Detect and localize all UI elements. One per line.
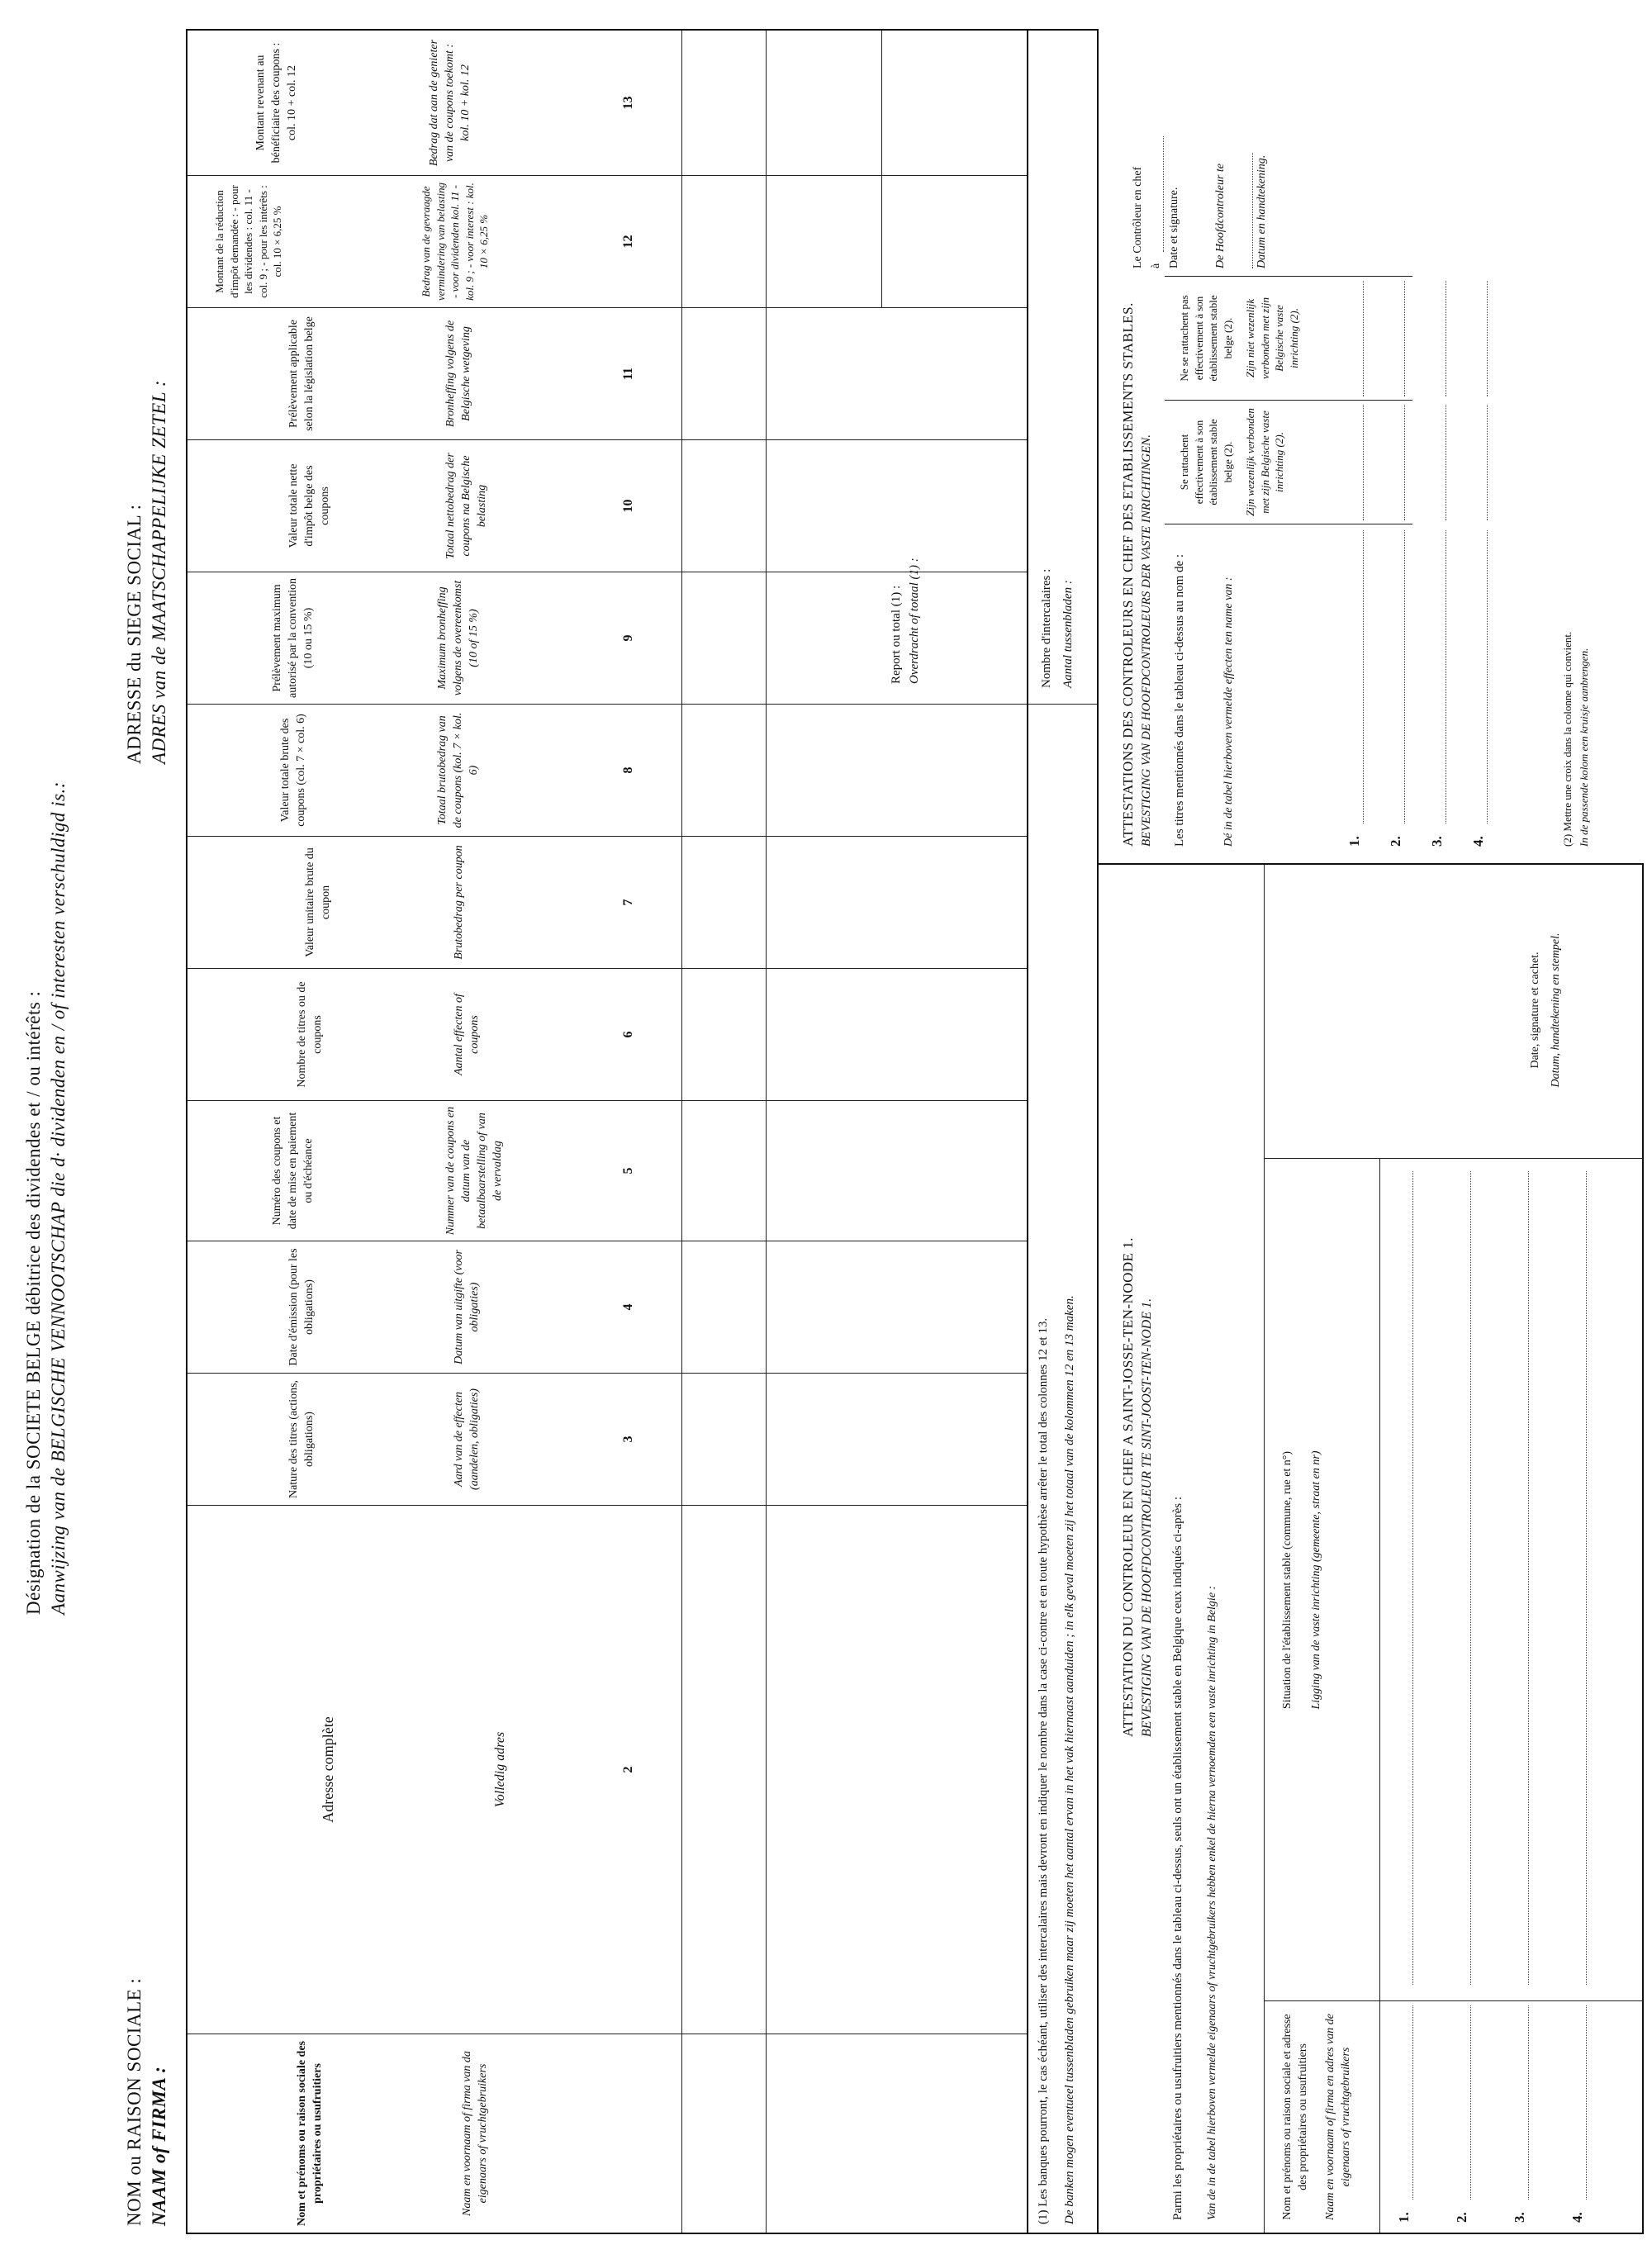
- attestation-chefs-box: [1099, 29, 1644, 863]
- sjtn-sign-fr: Date, signature et cachet.: [1529, 952, 1541, 1069]
- col-2-header-nl: Volledig adres: [493, 1731, 507, 1808]
- col-2-number: 2: [621, 1766, 635, 1773]
- col-12-header-fr: Montant de la réduction d'impôt demandée : - pour les dividendes : col. 11 - col. 9 ; - pour les intérêts : col. 10 × 6,25 %: [213, 185, 284, 298]
- nom-label: NOM ou RAISON SOCIALE :: [124, 1977, 145, 2226]
- column-2: [188, 1506, 1027, 2034]
- col-8-header-fr: Valeur totale brute des coupons (col. 7 × col. 6): [279, 714, 307, 827]
- chefs-place-field[interactable]: [1163, 136, 1164, 252]
- col-9-header-nl: Maximum bronheffing volgens de overeenkomst (10 of 15 %): [436, 580, 480, 696]
- col-6-header-nl: Aantal effecten of coupons: [453, 994, 481, 1075]
- column-4: [188, 1241, 1027, 1374]
- chefs-sign-fr-b: à: [1150, 263, 1162, 268]
- attestation-chefs-text: Les titres mentionnés dans le tableau ci-dessus au nom de :: [1173, 553, 1186, 847]
- chefs-col-b-nl: Zijn niet wezenlijk verbonden met zijn Belgische vaste inrichting (2).: [1244, 297, 1300, 379]
- attestation-chefs-text-nl: Dé in de tabel hierboven vermelde effecten ten name van :: [1222, 577, 1235, 847]
- col-6-header-fr: Nombre de titres ou de coupons: [296, 981, 324, 1088]
- chefs-sign-fr-a: Le Contrôleur en chef: [1132, 166, 1144, 268]
- column-3: [188, 1374, 1027, 1506]
- attestation-sjtn-body-line: [1379, 1159, 1380, 2233]
- attestation-sjtn-title-nl: BEVESTIGING VAN DE HOOFDCONTROLEUR TE SINT-JOOST-TEN-NODE 1.: [1140, 1298, 1154, 1737]
- col-6-number: 6: [621, 1031, 635, 1038]
- col-7-header-fr: Valeur unitaire brute du coupon: [304, 847, 332, 957]
- col-13-header-fr: Montant revenant au bénéficiaire des coupons : col. 10 + col. 12: [254, 42, 298, 164]
- chefs-row-4-col-b[interactable]: [1487, 281, 1488, 396]
- col-5-header-nl: Nummer van de coupons en datum van de betaalbaarstelling of van de vervaldag: [444, 1106, 504, 1236]
- col-9-header-fr: Prélèvement maximum autorisé par la convention (10 ou 15 %): [271, 578, 315, 699]
- footnote-divider: [1028, 704, 1097, 705]
- col-13-header-nl: Bedrag dat aan de genieter van de coupons toekomt : kol. 10 + kol. 12: [428, 39, 472, 167]
- col-7-header-nl: Brutobedrag per coupon: [453, 845, 465, 960]
- footnote-nl: De banken mogen eventueel tussenbladen gebruiken maar zij moeten het aantal ervan in het vak hiernaast aanduiden ; in elk geval moeten zij het totaal van de kolommen 12 en 13 maken.: [1063, 1295, 1076, 2224]
- main-table: [186, 29, 1028, 2234]
- attestation-sjtn-col1-nl: Naam en voornaam of firma en adres van de eigenaars of vruchtgebruikers: [1324, 2014, 1352, 2220]
- sjtn-row-1-name-field[interactable]: [1412, 2005, 1413, 2200]
- chefs-sign-nl-b: Datum en handtekening.: [1256, 154, 1268, 268]
- sjtn-row-3-situation-field[interactable]: [1528, 1171, 1529, 1985]
- sjtn-row-2-situation-field[interactable]: [1470, 1171, 1471, 1985]
- col-10-number: 10: [621, 499, 635, 513]
- totals-box-line: [881, 31, 882, 308]
- sjtn-row-1-label: 1.: [1396, 2212, 1412, 2223]
- chefs-row-4-col-a[interactable]: [1487, 405, 1488, 520]
- attestation-chefs-title-nl: BEVESTIGING VAN DE HOOFDCONTROLEURS DER VASTE INRICHTINGEN.: [1140, 434, 1153, 847]
- sjtn-row-4-situation-field[interactable]: [1586, 1171, 1587, 1985]
- column-13: [188, 31, 1027, 176]
- column-12: [188, 176, 1027, 308]
- attestation-sjtn-col-divider-1: [1264, 2000, 1644, 2001]
- chefs-col-divider-3: [1165, 276, 1412, 277]
- chefs-row-2-col-b[interactable]: [1404, 281, 1405, 396]
- chefs-col-divider-2: [1165, 400, 1412, 401]
- designation-label-nl: Aanwijzing van de BELGISCHE VENNOOTSCHAP die d· dividenden en / of interesten verschuldigd is.:: [48, 781, 69, 1615]
- chefs-col-b-fr: Ne se rattachent pas effectivement à son établissement stable belge (2).: [1178, 295, 1234, 382]
- attestation-sjtn-box: [1099, 863, 1644, 2234]
- col-11-header-nl: Bronheffing volgens de Belgische wetgeving: [444, 320, 472, 428]
- chefs-sign-nl-a: De Hoofdcontroleur te: [1214, 163, 1227, 268]
- report-total-label: Report ou total (1) :: [890, 585, 903, 684]
- chefs-col-a-fr: Se rattachent effectivement à son établissement stable belge (2).: [1178, 419, 1234, 505]
- column-7: [188, 837, 1027, 969]
- attestation-sjtn-title: ATTESTATION DU CONTROLEUR EN CHEF A SAINT-JOSSE-TEN-NOODE 1.: [1120, 1236, 1136, 1737]
- column-6: [188, 969, 1027, 1101]
- col-7-number: 7: [621, 899, 635, 906]
- footnote-row: [1028, 29, 1099, 2234]
- col-2-header-fr: Adresse complète: [320, 1716, 336, 1823]
- col-12-number: 12: [621, 235, 635, 249]
- sjtn-sign-nl: Datum, handtekening en stempel.: [1550, 933, 1562, 1088]
- attestation-sjtn-text-nl: Van de in de tabel hierboven vermelde eigenaars of vruchtgebruikers hebben enkel de hierna vernoemden een vaste inrichting in Belgie :: [1206, 1585, 1218, 2220]
- col-4-header-fr: Date d'émission (pour les obligations): [287, 1248, 316, 1366]
- col-3-number: 3: [621, 1436, 635, 1443]
- sjtn-row-4-name-field[interactable]: [1586, 2005, 1587, 2200]
- chefs-row-1-field[interactable]: [1363, 530, 1364, 823]
- chefs-row-1-col-b[interactable]: [1363, 281, 1364, 396]
- sjtn-row-3-name-field[interactable]: [1528, 2005, 1529, 2200]
- sjtn-row-4-label: 4.: [1569, 2212, 1585, 2223]
- col-12-header-nl: Bedrag van de gevraagde vermindering van belasting - voor dividenden kol. 11 - kol. 9 ; - voor interest : kol. 10 × 6,25 %: [420, 183, 491, 301]
- col-5-number: 5: [621, 1167, 635, 1175]
- chefs-note-nl: In de passende kolom een kruisje aanbrengen.: [1578, 648, 1590, 847]
- intercalaires-label: Nombre d'intercalaires :: [1040, 568, 1053, 688]
- report-total-label-nl: Overdracht of totaal (1) :: [908, 558, 921, 684]
- designation-label: Désignation de la SOCIETE BELGE débitrice des dividendes et / ou intérêts :: [23, 990, 44, 1615]
- attestation-sjtn-col2-fr: Situation de l'établissement stable (commune, rue et n°): [1281, 1450, 1294, 1710]
- col-8-header-nl: Totaal brutobedrag van de coupons (kol. 7 × kol. 6): [436, 712, 480, 828]
- attestation-sjtn-col2-nl: Ligging van de vaste inrichting (gemeente, straat en nr): [1310, 1450, 1322, 1710]
- chefs-row-2-field[interactable]: [1404, 530, 1405, 823]
- column-11: [188, 308, 1027, 440]
- chefs-row-4-field[interactable]: [1487, 530, 1488, 823]
- col-3-header-nl: Aard van de effecten (aandelen, obligaties): [453, 1388, 481, 1490]
- attestation-sjtn-col-divider-2: [1264, 1158, 1644, 1159]
- chefs-row-1-col-a[interactable]: [1363, 405, 1364, 520]
- adresse-label-nl: ADRES van de MAATSCHAPPELIJKE ZETEL :: [149, 379, 169, 764]
- col-13-number: 13: [621, 96, 635, 110]
- col-11-number: 11: [621, 367, 635, 381]
- attestation-sjtn-col1-fr: Nom et prénoms ou raison sociale et adresse des propriétaires ou usufruitiers: [1281, 2014, 1309, 2220]
- adresse-label: ADRESSE du SIEGE SOCIAL :: [124, 504, 145, 764]
- column-1: [188, 2034, 1027, 2233]
- chefs-sign-fr-c: Date et signature.: [1168, 187, 1180, 268]
- col-8-number: 8: [621, 766, 635, 774]
- sjtn-row-1-situation-field[interactable]: [1412, 1171, 1413, 1985]
- chefs-col-a-nl: Zijn wezenlijk verbonden met zijn Belgische vaste inrichting (2).: [1244, 408, 1286, 516]
- sjtn-row-2-name-field[interactable]: [1470, 2005, 1471, 2200]
- attestation-chefs-title: ATTESTATIONS DES CONTROLEURS EN CHEF DES ETABLISSEMENTS STABLES.: [1120, 302, 1136, 847]
- attestation-sjtn-text: Parmi les propriétaires ou usufruitiers mentionnés dans le tableau ci-dessus, seuls ont un établissement stable en Belgique ceux indiqués ci-après :: [1171, 1496, 1184, 2220]
- chefs-nl-place-field[interactable]: [1252, 153, 1253, 268]
- column-10: [188, 440, 1027, 572]
- chefs-row-2-label: 2.: [1388, 836, 1403, 847]
- col-5-header-fr: Numéro des coupons et date de mise en paiement ou d'échéance: [271, 1112, 315, 1230]
- sjtn-row-3-label: 3.: [1512, 2212, 1527, 2223]
- chefs-note-fr: (2) Mettre une croix dans la colonne qui convient.: [1561, 631, 1574, 847]
- column-8: [188, 705, 1027, 837]
- col-1-header-nl: Naam en voornaam of firma van da eigenaars of vruchtgebruikers: [461, 2051, 489, 2216]
- chefs-row-2-col-a[interactable]: [1404, 405, 1405, 520]
- col-1-header-fr: Nom et prénoms ou raison sociale des propriétaires ou usufruitiers: [296, 2041, 324, 2226]
- column-5: [188, 1101, 1027, 1241]
- chefs-row-3-label: 3.: [1429, 836, 1445, 847]
- col-10-header-nl: Totaal nettobedrag der coupons na Belgische belasting: [444, 453, 488, 559]
- sjtn-row-2-label: 2.: [1454, 2212, 1469, 2223]
- col-10-header-fr: Valeur totale nette d'impôt belge des coupons: [287, 463, 331, 548]
- footnote-fr: (1) Les banques pourront, le cas échéant, utiliser des intercalaires mais devront en indiquer le nombre dans la case ci-contre et en toute hypothèse arrêter le total des colonnes 12 et 13.: [1037, 1317, 1050, 2224]
- col-4-number: 4: [621, 1303, 635, 1311]
- col-11-header-fr: Prélèvement applicable selon la législation belge: [287, 316, 316, 431]
- col-3-header-fr: Nature des titres (actions, obligations): [287, 1379, 316, 1499]
- col-4-header-nl: Datum van uitgifte (voor obligaties): [453, 1250, 481, 1364]
- chefs-row-1-label: 1.: [1346, 836, 1362, 847]
- intercalaires-label-nl: Aantal tussenbladen :: [1061, 580, 1075, 688]
- nom-label-nl: NAAM of FIRMA :: [149, 2066, 169, 2226]
- attestation-sjtn-header-line: [1264, 865, 1265, 2233]
- col-9-number: 9: [621, 634, 635, 642]
- chefs-row-4-label: 4.: [1470, 836, 1486, 847]
